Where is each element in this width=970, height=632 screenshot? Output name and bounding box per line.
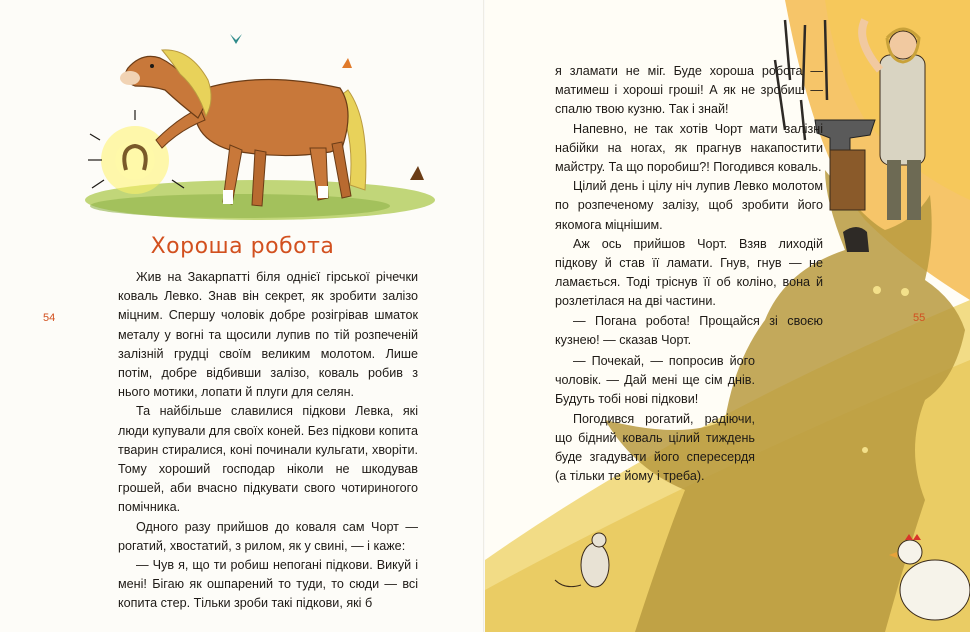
page-number-left: 54 (43, 312, 56, 324)
right-page-text-upper (555, 62, 823, 350)
paragraph: — Почекай, — попросив його чоловік. — Дай мені ще сім днів. Будуть тобі нові підкови! (555, 354, 755, 407)
paragraph: Напевно, не так хотів Чорт мати залізні набійки на ногах, як прагнув накапостити майстру. Та що поробиш?! Погодився коваль. (555, 121, 823, 175)
paragraph: — Погана робота! Прощайся зі своєю кузнею! — сказав Чорт. (555, 313, 823, 347)
right-page-text-lower (555, 352, 755, 486)
paragraph: Погодився рогатий, радіючи, що бідний коваль цілий тиждень буде згадувати його спересердя (а тільки те йому і треба). (555, 411, 755, 484)
horse-illustration (80, 20, 460, 230)
paragraph: Жив на Закарпатті біля однієї гірської річечки коваль Левко. Знав він секрет, як зробити залізо міцним. Спершу чоловік добре розігрівав шматок металу у вогні та щосили лупив по тій розпеченій залізній грудці своїм великим молотом. Лише потім, добре відбивши залізо, коваль робив з нього мотики, лопати й плуги для селян. (118, 270, 418, 400)
paragraph: Цілий день і цілу ніч лупив Левко молотом по розпеченому залізу, щоб зробити його якомога міцнішим. (555, 179, 823, 232)
paragraph: Та найбільше славилися підкови Левка, які люди купували для своїх коней. Без підкови копита тварин стиралися, коні починали кульгати, хворіти. Тому хороший господар ніколи не шкодував грошей, аби вчасно підкувати свого чотириногого помічника. (118, 404, 418, 515)
paragraph: — Чув я, що ти робиш непогані підкови. Викуй і мені! Бігаю як ошпарений то туди, то сюди — всі копита стер. Тільки зроби такі підкови, які б (118, 558, 418, 611)
left-page-text (118, 268, 418, 614)
right-page (485, 0, 970, 632)
paragraph: Одного разу прийшов до коваля сам Чорт — рогатий, хвостатий, з рилом, як у свині, — і каже: (118, 519, 418, 553)
paragraph: Аж ось прийшов Чорт. Взяв лиходій підкову й став її ламати. Гнув, гнув — не ламається. Тоді тріснув її об коліно, вона й розлетілася на дві частини. (555, 236, 823, 309)
page-number-right: 55 (913, 312, 926, 324)
paragraph: я зламати не міг. Буде хороша робота — матимеш і хороші гроші! А як не зробиш — спалю твою кузню. Так і знай! (555, 64, 823, 117)
chapter-title: Хороша робота (150, 234, 335, 259)
